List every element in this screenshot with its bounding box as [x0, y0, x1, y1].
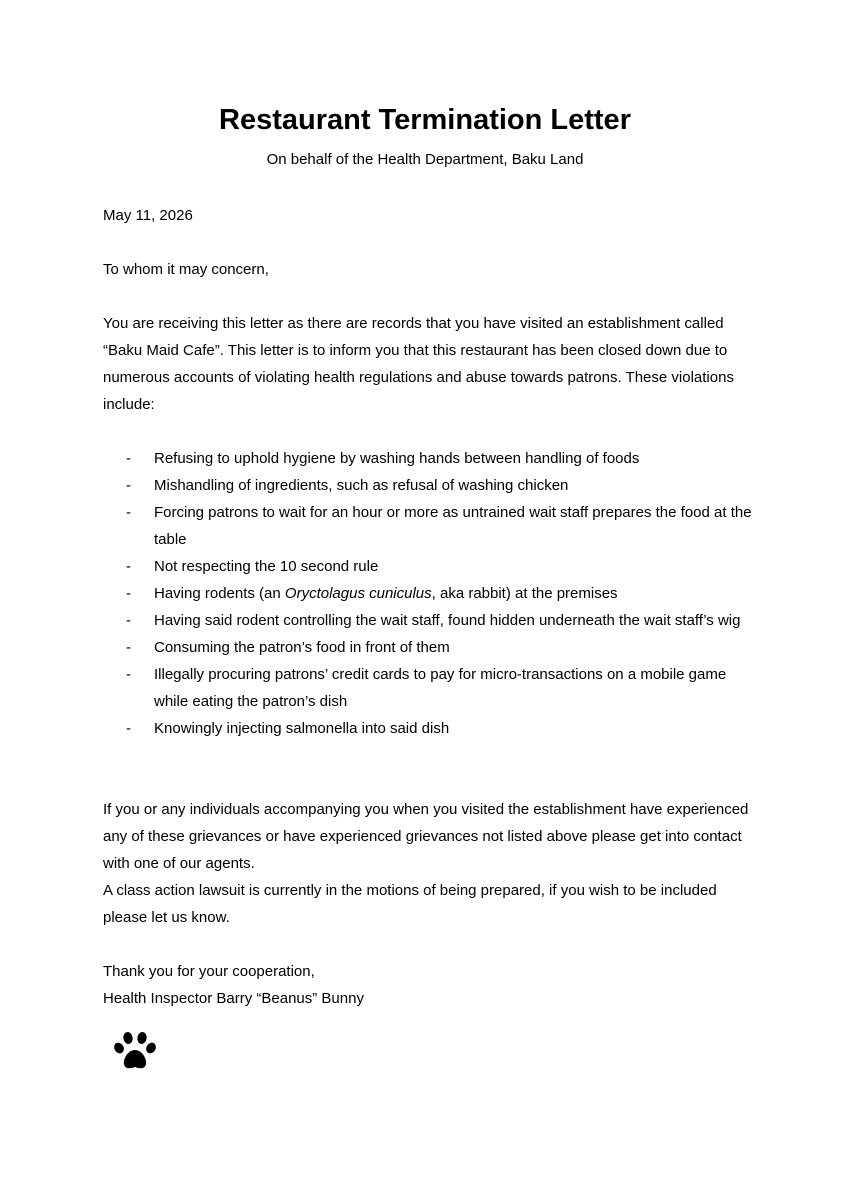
intro-paragraph: You are receiving this letter as there are records that you have visited an establishment called “Baku Maid Cafe”. This letter is to inform you that this restaurant has been closed down due to numerous accounts of violating health regulations and abuse towards patrons. These violations include:	[103, 315, 734, 413]
violation-item	[103, 472, 753, 499]
closing-paragraph: If you or any individuals accompanying you when you visited the establishment have experienced any of these grievances or have experienced grievances not listed above please get into contact with one of our agents.	[103, 801, 749, 872]
violation-item	[103, 553, 753, 580]
letter-title: Restaurant Termination Letter	[219, 104, 631, 136]
closing-section	[103, 796, 763, 931]
violation-text: Forcing patrons to wait for an hour or more as untrained wait staff prepares the food at the table	[154, 504, 752, 548]
violation-text	[154, 585, 618, 602]
violation-text: Consuming the patron’s food in front of them	[154, 639, 450, 656]
violation-text: Not respecting the 10 second rule	[154, 558, 379, 575]
signature-name: Health Inspector Barry “Beanus” Bunny	[103, 990, 364, 1007]
violation-item	[103, 499, 753, 553]
letter-greeting: To whom it may concern,	[103, 261, 269, 278]
letter-date: May 11, 2026	[103, 207, 193, 224]
violation-text: Refusing to uphold hygiene by washing hands between handling of foods	[154, 450, 640, 467]
violation-item	[103, 661, 753, 715]
violation-item	[103, 607, 753, 634]
violation-text-before: Having rodents (an	[154, 585, 285, 602]
lawsuit-note: A class action lawsuit is currently in the motions of being prepared, if you wish to be included please let us know.	[103, 882, 717, 926]
list-dash: -	[126, 477, 131, 494]
paw-print-icon	[112, 1030, 160, 1072]
violations-list	[103, 445, 753, 742]
violation-text: Illegally procuring patrons’ credit cards to pay for micro-transactions on a mobile game while eating the patron’s dish	[154, 666, 727, 710]
list-dash: -	[126, 450, 131, 467]
letter-subtitle: On behalf of the Health Department, Baku Land	[266, 151, 584, 168]
violation-text-after: , aka rabbit) at the premises	[431, 585, 618, 602]
violation-item	[103, 580, 753, 607]
list-dash: -	[126, 720, 131, 737]
species-name-italic: Oryctolagus cuniculus	[284, 585, 432, 602]
violation-text: Knowingly injecting salmonella into said dish	[154, 720, 450, 737]
violation-item	[103, 634, 753, 661]
signoff-section	[103, 958, 763, 1012]
list-dash: -	[126, 558, 131, 575]
list-dash: -	[126, 504, 131, 521]
list-dash: -	[126, 612, 131, 629]
violation-text: Mishandling of ingredients, such as refusal of washing chicken	[154, 477, 569, 494]
list-dash: -	[126, 639, 131, 656]
violation-item	[103, 445, 753, 472]
signoff-text: Thank you for your cooperation,	[103, 963, 315, 980]
violation-item	[103, 715, 753, 742]
list-dash: -	[126, 666, 131, 683]
violation-text: Having said rodent controlling the wait staff, found hidden underneath the wait staff’s wig	[154, 612, 741, 629]
list-dash: -	[126, 585, 131, 602]
